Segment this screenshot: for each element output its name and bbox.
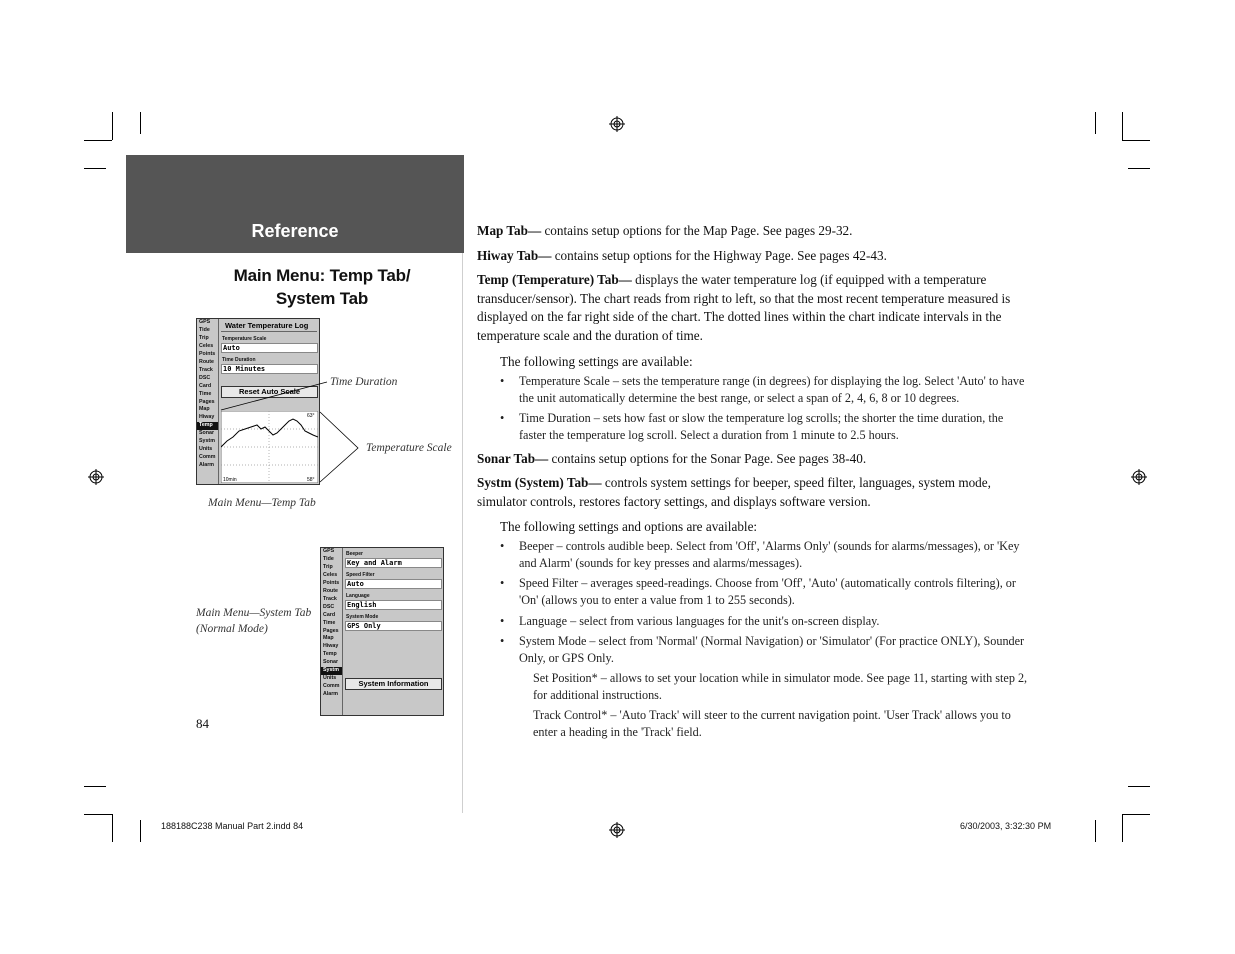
tab-time[interactable]: Time (323, 619, 336, 626)
crop-mark (84, 786, 106, 787)
sonar-tab-term: Sonar Tab— (477, 451, 549, 466)
chart-top-value: 63° (307, 413, 315, 419)
tab-trip[interactable]: Trip (323, 563, 333, 570)
crop-mark (140, 820, 141, 842)
temp-tab-text: displays the water temperature log (if equipped with a temperature transducer/sensor). The chart reads from right to left, so that the most recent temperature measured is displayed on the far right side of the chart. The dotted lines within the chart indicate intervals in the temperature scale and the duration of time. (477, 272, 1011, 343)
tab-pages[interactable]: Pages (199, 398, 215, 405)
time-duration-field[interactable]: 10 Minutes (221, 364, 318, 374)
registration-mark-icon (88, 469, 104, 485)
sonar-tab-text: contains setup options for the Sonar Page. See pages 38-40. (548, 451, 867, 466)
tab-units[interactable]: Units (323, 675, 337, 682)
tab-alarm[interactable]: Alarm (199, 462, 215, 469)
system-information-button[interactable]: System Information (345, 678, 442, 690)
temp-scale-label: Temperature Scale (222, 336, 267, 342)
tab-time[interactable]: Time (199, 390, 212, 397)
crop-mark (112, 112, 113, 140)
crop-mark (84, 168, 106, 169)
tab-comm[interactable]: Comm (323, 683, 340, 690)
tab-temp[interactable]: Temp (323, 651, 337, 658)
list-item: • Language – select from various languages for the unit's on-screen display. (500, 614, 880, 628)
set-position-text: Set Position* – allows to set your location while in simulator mode. See page 11, starting with step 2, for additional instructions. (533, 671, 1028, 702)
tab-systm[interactable]: Systm (321, 667, 342, 675)
crop-mark (112, 814, 113, 842)
hiway-tab-term: Hiway Tab— (477, 248, 552, 263)
tab-column (321, 548, 343, 715)
system-mode-label: System Mode (346, 614, 379, 620)
crop-mark (1128, 168, 1150, 169)
list-item: • Beeper – controls audible beep. Select from 'Off', 'Alarms Only' (sounds for alarms/messages), or 'Key and Alarm' (sounds for key presses and alarms/messages). (500, 539, 1020, 570)
map-tab-term: Map Tab— (477, 223, 542, 238)
system-tab-caption-line1: Main Menu—System Tab (196, 607, 312, 619)
tab-route[interactable]: Route (199, 358, 215, 365)
tab-map[interactable]: Map (199, 406, 210, 413)
tab-track[interactable]: Track (323, 595, 337, 602)
tab-temp[interactable]: Temp (197, 422, 218, 430)
list-item: • System Mode – select from 'Normal' (Normal Navigation) or 'Simulator' (For practice ONLY), Sounder Only, or GPS Only. (500, 634, 1025, 665)
system-tab-screenshot (320, 547, 444, 716)
figure-heading-line1: Main Menu: Temp Tab/ (233, 266, 411, 285)
list-item: • Time Duration – sets how fast or slow the temperature log scrolls; the shorter the time duration, the faster the temperature log scroll. Select a duration from 1 minute to 2.5 hours. (500, 411, 1004, 442)
temp-tab-term: Temp (Temperature) Tab— (477, 272, 632, 287)
crop-mark (1095, 112, 1096, 134)
temp-scale-field[interactable]: Auto (221, 343, 318, 353)
tab-hiway[interactable]: Hiway (323, 643, 339, 650)
language-label: Language (346, 593, 370, 599)
crop-mark (84, 814, 112, 815)
tab-tide[interactable]: Tide (199, 326, 210, 333)
tab-points[interactable]: Points (323, 579, 340, 586)
system-mode-field[interactable]: GPS Only (345, 621, 442, 631)
tab-alarm[interactable]: Alarm (323, 691, 339, 698)
system-tab-caption-line2: (Normal Mode) (196, 623, 268, 635)
crop-mark (1128, 786, 1150, 787)
crop-mark (1122, 814, 1150, 815)
temp-tab-paragraph (477, 271, 1029, 345)
crop-mark (140, 112, 141, 134)
tab-comm[interactable]: Comm (199, 454, 216, 461)
temp-log-title: Water Temperature Log (225, 321, 309, 330)
chart-bottom-value: 58° (307, 477, 315, 483)
chart-time-label: 10min (223, 477, 237, 483)
column-divider (462, 253, 463, 813)
systm-tab-paragraph (477, 474, 1029, 511)
figure-heading (196, 264, 448, 310)
footer-timestamp: 6/30/2003, 3:32:30 PM (960, 821, 1052, 831)
registration-mark-icon (609, 822, 625, 838)
tab-track[interactable]: Track (199, 366, 213, 373)
tab-units[interactable]: Units (199, 446, 213, 453)
tab-points[interactable]: Points (199, 350, 216, 357)
systm-tab-term: Systm (System) Tab— (477, 475, 602, 490)
temp-settings-intro: The following settings are available: (500, 354, 693, 369)
sonar-tab-paragraph (477, 450, 1029, 469)
figure-heading-line2: System Tab (275, 289, 369, 308)
track-control-text: Track Control* – 'Auto Track' will steer to the current navigation point. 'User Track' allows you to enter a heading in the 'Track' field. (533, 708, 1011, 739)
crop-mark (1095, 820, 1096, 842)
beeper-label: Beeper (346, 551, 363, 557)
tab-pages[interactable]: Pages (323, 627, 339, 634)
tab-dsc[interactable]: DSC (199, 374, 211, 381)
registration-mark-icon (1131, 469, 1147, 485)
page-number: 84 (196, 716, 209, 731)
list-item: • Speed Filter – averages speed-readings. Choose from 'Off', 'Auto' (automatically controls filtering), or 'On' (allows you to enter a value from 1 to 255 seconds). (500, 576, 1016, 607)
beeper-field[interactable]: Key and Alarm (345, 558, 442, 568)
tab-sonar[interactable]: Sonar (199, 430, 215, 437)
tab-hiway[interactable]: Hiway (199, 414, 215, 421)
language-field[interactable]: English (345, 600, 442, 610)
systm-tab-text: controls system settings for beeper, speed filter, languages, system mode, simulator controls, restores factory settings, and displays software version. (477, 475, 991, 509)
map-tab-paragraph (477, 222, 1029, 241)
time-duration-label: Time Duration (222, 357, 256, 363)
tab-gps[interactable]: GPS (323, 548, 335, 554)
speed-filter-label: Speed Filter (346, 572, 375, 578)
list-item: • Temperature Scale – sets the temperature range (in degrees) for displaying the log. Select 'Auto' to have the unit automatically determine the best range, or select a span of 2, 4, 6, 8 or 10 degrees. (500, 374, 1025, 405)
tab-card[interactable]: Card (323, 611, 336, 618)
hiway-tab-text: contains setup options for the Highway Page. See pages 42-43. (551, 248, 887, 263)
tab-trip[interactable]: Trip (199, 334, 209, 341)
crop-mark (1122, 814, 1123, 842)
reset-auto-scale-button[interactable]: Reset Auto Scale (221, 386, 318, 398)
system-tab-caption (196, 605, 311, 637)
tab-map[interactable]: Map (323, 635, 334, 642)
tab-celes[interactable]: Celes (199, 342, 214, 349)
tab-gps[interactable]: GPS (199, 319, 211, 325)
time-duration-callout: Time Duration (330, 376, 398, 388)
footer-file-info: 188188C238 Manual Part 2.indd 84 (161, 821, 304, 831)
crop-mark (1122, 112, 1123, 140)
tab-systm[interactable]: Systm (199, 438, 215, 445)
tab-tide[interactable]: Tide (323, 555, 334, 562)
section-title: Reference (251, 221, 339, 241)
map-tab-text: contains setup options for the Map Page. See pages 29-32. (541, 223, 853, 238)
temp-tab-caption: Main Menu—Temp Tab (208, 497, 316, 509)
hiway-tab-paragraph (477, 247, 1029, 266)
tab-card[interactable]: Card (199, 382, 212, 389)
tab-celes[interactable]: Celes (323, 571, 338, 578)
temperature-scale-callout: Temperature Scale (366, 442, 452, 454)
registration-mark-icon (609, 116, 625, 132)
crop-mark (1122, 140, 1150, 141)
tab-dsc[interactable]: DSC (323, 603, 335, 610)
crop-mark (84, 140, 112, 141)
tab-sonar[interactable]: Sonar (323, 659, 339, 666)
tab-route[interactable]: Route (323, 587, 339, 594)
speed-filter-field[interactable]: Auto (345, 579, 442, 589)
systm-settings-intro: The following settings and options are available: (500, 519, 758, 534)
